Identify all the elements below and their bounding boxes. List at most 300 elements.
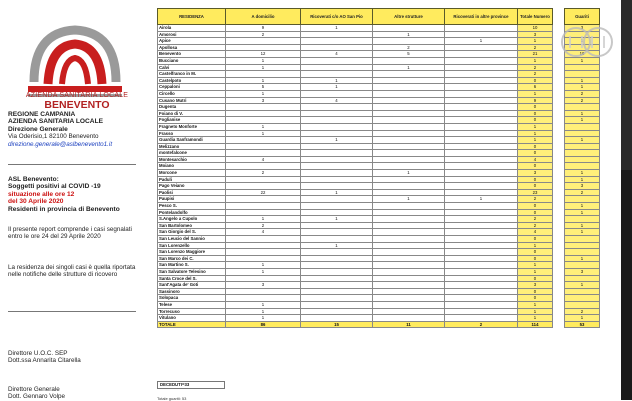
cell-ao (301, 203, 373, 210)
cell-tot: 0 (518, 209, 553, 216)
cell-name: Montesarchio (158, 156, 226, 163)
cell-alt (373, 288, 445, 295)
address-line3: Direzione Generale (8, 125, 68, 133)
cell-ao (301, 38, 373, 45)
col-altre-strutture: Altre strutture (373, 9, 445, 25)
cell-dom: 1 (226, 90, 301, 97)
cell-tot: 1 (518, 137, 553, 144)
cell-guar (565, 275, 600, 282)
gap-cell (553, 321, 565, 328)
cell-alt (373, 229, 445, 236)
cell-name: Melizzano (158, 143, 226, 150)
cell-name: San Bartolomeo (158, 222, 226, 229)
gap-cell (553, 170, 565, 177)
cell-name: Paduli (158, 176, 226, 183)
cell-prov (445, 189, 518, 196)
cell-name: Airola (158, 25, 226, 32)
cell-prov (445, 123, 518, 130)
cell-dom: 22 (226, 189, 301, 196)
cell-prov (445, 315, 518, 322)
gap-cell (553, 84, 565, 91)
cell-alt (373, 268, 445, 275)
cell-alt: 1 (373, 31, 445, 38)
cell-prov (445, 216, 518, 223)
cell-alt (373, 84, 445, 91)
cell-name: San Leucio del Sannio (158, 236, 226, 243)
cell-dom (226, 249, 301, 256)
cell-guar (565, 71, 600, 78)
cell-prov (445, 242, 518, 249)
table-row (158, 38, 600, 45)
cell-ao (301, 57, 373, 64)
report-residents: Residenti in provincia di Benevento (8, 205, 120, 213)
cell-tot: 1 (518, 268, 553, 275)
cell-prov (445, 295, 518, 302)
cell-alt (373, 137, 445, 144)
table-row (158, 249, 600, 256)
table-row (158, 275, 600, 282)
cell-dom: 9 (226, 25, 301, 32)
cell-guar: 3 (565, 25, 600, 32)
cell-guar (565, 123, 600, 130)
cell-dom (226, 176, 301, 183)
cell-dom: 1 (226, 308, 301, 315)
cell-prov (445, 137, 518, 144)
cell-ao (301, 117, 373, 124)
cell-dom (226, 137, 301, 144)
cell-dom: 2 (226, 31, 301, 38)
cell-guar (565, 216, 600, 223)
cell-alt (373, 249, 445, 256)
cell-dom: 1 (226, 301, 301, 308)
cell-prov (445, 90, 518, 97)
table-body (158, 25, 600, 328)
cell-tot: 9 (518, 97, 553, 104)
cell-prov (445, 163, 518, 170)
cell-ao (301, 44, 373, 51)
cell-alt (373, 203, 445, 210)
cell-guar: 1 (565, 315, 600, 322)
cell-ao: 1 (301, 84, 373, 91)
table-row (158, 282, 600, 289)
gap-cell (553, 236, 565, 243)
cell-ao (301, 222, 373, 229)
cell-alt: 1 (373, 196, 445, 203)
table-row (158, 117, 600, 124)
cell-prov: 1 (445, 38, 518, 45)
cell-tot: 2 (518, 44, 553, 51)
cell-prov (445, 249, 518, 256)
cell-tot: 0 (518, 183, 553, 190)
table-row (158, 25, 600, 32)
cell-alt: 5 (373, 51, 445, 58)
cell-ao (301, 229, 373, 236)
cell-dom (226, 104, 301, 111)
cell-tot: 1 (518, 308, 553, 315)
cell-guar (565, 163, 600, 170)
cell-name: Circello (158, 90, 226, 97)
cell-dom: 5 (226, 84, 301, 91)
cell-ao (301, 255, 373, 262)
cell-tot: 1 (518, 38, 553, 45)
gap-cell (553, 117, 565, 124)
cell-tot: 1 (518, 123, 553, 130)
cell-prov (445, 203, 518, 210)
cell-dom (226, 209, 301, 216)
cell-ao (301, 183, 373, 190)
table-row (158, 143, 600, 150)
gap-cell (553, 189, 565, 196)
cell-guar (565, 196, 600, 203)
cell-tot: 3 (518, 282, 553, 289)
cell-tot: 0 (518, 117, 553, 124)
covid-table-wrap (157, 8, 600, 328)
cell-name: Calvi (158, 64, 226, 71)
cell-alt (373, 143, 445, 150)
gap-cell (553, 183, 565, 190)
cell-name: TOTALE (158, 321, 226, 328)
cell-name: Vitulano (158, 315, 226, 322)
table-row (158, 84, 600, 91)
cell-tot: 1 (518, 57, 553, 64)
table-row (158, 137, 600, 144)
address-line4: Via Oderisio,1 82100 Benevento (8, 133, 99, 141)
cell-ao (301, 90, 373, 97)
cell-prov (445, 44, 518, 51)
cell-alt (373, 242, 445, 249)
table-row (158, 51, 600, 58)
cell-dom: 1 (226, 123, 301, 130)
cell-alt (373, 183, 445, 190)
cell-name: Castelpoto (158, 77, 226, 84)
cell-name: Benevento (158, 51, 226, 58)
cell-guar: 3 (565, 268, 600, 275)
table-row (158, 196, 600, 203)
cell-guar (565, 104, 600, 111)
cell-guar: 1 (565, 170, 600, 177)
col-domicilio: A domicilio (226, 9, 301, 25)
cell-dom (226, 236, 301, 243)
table-row (158, 130, 600, 137)
cell-name: Ceppaloni (158, 84, 226, 91)
cell-guar: 1 (565, 222, 600, 229)
cell-name: Guardia Sanframondi (158, 137, 226, 144)
cell-prov (445, 176, 518, 183)
cell-tot: 2 (518, 71, 553, 78)
gap-cell (553, 150, 565, 157)
gap-cell (553, 77, 565, 84)
cell-tot: 0 (518, 203, 553, 210)
cell-ao (301, 275, 373, 282)
signature-2 (8, 386, 138, 401)
table-row (158, 90, 600, 97)
cell-ao: 1 (301, 216, 373, 223)
cell-dom: 86 (226, 321, 301, 328)
cell-ao: 15 (301, 321, 373, 328)
cell-dom: 1 (226, 77, 301, 84)
signature-role2: Direttore Generale (8, 386, 60, 393)
cell-dom: 4 (226, 156, 301, 163)
report-situation: situazione alle ore 12 (8, 190, 75, 198)
cell-prov (445, 222, 518, 229)
gap-cell (553, 130, 565, 137)
table-row (158, 209, 600, 216)
cell-guar: 1 (565, 203, 600, 210)
cell-guar: 2 (565, 189, 600, 196)
cell-guar (565, 150, 600, 157)
gap-cell (553, 262, 565, 269)
cell-alt (373, 130, 445, 137)
cell-prov (445, 209, 518, 216)
gap-cell (553, 282, 565, 289)
cell-guar: 1 (565, 176, 600, 183)
cell-alt (373, 104, 445, 111)
cell-prov (445, 104, 518, 111)
cell-guar (565, 156, 600, 163)
table-row (158, 31, 600, 38)
cell-guar: 2 (565, 90, 600, 97)
cell-prov (445, 268, 518, 275)
report-block (8, 176, 138, 213)
cell-tot: 0 (518, 150, 553, 157)
cell-alt (373, 123, 445, 130)
cell-alt (373, 236, 445, 243)
cell-alt (373, 97, 445, 104)
cell-tot: 0 (518, 255, 553, 262)
cell-dom (226, 275, 301, 282)
cell-dom: 4 (226, 229, 301, 236)
cell-tot: 1 (518, 301, 553, 308)
report-date: del 30 Aprile 2020 (8, 198, 64, 206)
cell-ao (301, 295, 373, 302)
cell-guar: 1 (565, 77, 600, 84)
cell-prov (445, 255, 518, 262)
cell-name: montefalcone (158, 150, 226, 157)
cell-prov: 2 (445, 321, 518, 328)
cell-alt (373, 150, 445, 157)
cell-prov (445, 130, 518, 137)
cell-name: Telese (158, 301, 226, 308)
table-row (158, 156, 600, 163)
address-line2: AZIENDA SANITARIA LOCALE (8, 118, 103, 126)
cell-ao: 1 (301, 25, 373, 32)
cell-dom: 1 (226, 315, 301, 322)
cell-tot: 0 (518, 77, 553, 84)
cell-alt (373, 90, 445, 97)
col-guariti: Guariti (565, 9, 600, 25)
gap-cell (553, 209, 565, 216)
cell-guar (565, 242, 600, 249)
cell-prov (445, 51, 518, 58)
cell-guar: 1 (565, 209, 600, 216)
cell-prov (445, 77, 518, 84)
cell-guar (565, 64, 600, 71)
cell-name: Pontelandolfo (158, 209, 226, 216)
cell-ao (301, 196, 373, 203)
cell-dom (226, 163, 301, 170)
cell-name: Pesco S. (158, 203, 226, 210)
address-block (8, 111, 138, 148)
cell-tot: 4 (518, 156, 553, 163)
cell-dom (226, 38, 301, 45)
cell-ao (301, 236, 373, 243)
cell-dom (226, 203, 301, 210)
table-row (158, 308, 600, 315)
cell-guar (565, 301, 600, 308)
cell-tot: 0 (518, 110, 553, 117)
cell-guar: 16 (565, 51, 600, 58)
cell-name: Paolisi (158, 189, 226, 196)
cell-prov (445, 229, 518, 236)
table-row (158, 183, 600, 190)
cell-tot: 3 (518, 31, 553, 38)
cell-guar: 2 (565, 308, 600, 315)
cell-ao (301, 123, 373, 130)
cell-dom (226, 288, 301, 295)
org-line1: AZIENDA SANITARIA LOCALE (25, 92, 129, 99)
cell-dom (226, 143, 301, 150)
cell-guar: 1 (565, 117, 600, 124)
cell-ao (301, 31, 373, 38)
gap-cell (553, 104, 565, 111)
cell-name: Morcone (158, 170, 226, 177)
cell-name: S.Angelo a Cupolo (158, 216, 226, 223)
cell-alt (373, 282, 445, 289)
cell-ao (301, 308, 373, 315)
cell-prov (445, 308, 518, 315)
cell-tot: 1 (518, 315, 553, 322)
cell-tot: 1 (518, 262, 553, 269)
cell-prov (445, 301, 518, 308)
cell-guar (565, 288, 600, 295)
deceduti-box: DECEDUTI=33 (157, 381, 225, 389)
gap-cell (553, 249, 565, 256)
cell-alt: 11 (373, 321, 445, 328)
table-header-row (158, 9, 600, 25)
table-row (158, 44, 600, 51)
cell-tot: 114 (518, 321, 553, 328)
email-link[interactable]: direzione.generale@aslbenevento1.it (8, 140, 113, 148)
cell-alt (373, 275, 445, 282)
watermark-logo (560, 22, 616, 62)
cell-ao (301, 71, 373, 78)
cell-tot: 3 (518, 170, 553, 177)
cell-alt (373, 163, 445, 170)
cell-name: San Giorgio del S. (158, 229, 226, 236)
cell-name: Apice (158, 38, 226, 45)
cell-dom: 1 (226, 268, 301, 275)
cell-name: Bucciano (158, 57, 226, 64)
cell-prov (445, 25, 518, 32)
cell-alt (373, 117, 445, 124)
cell-tot: 0 (518, 295, 553, 302)
cell-prov (445, 31, 518, 38)
cell-alt (373, 71, 445, 78)
cell-dom (226, 71, 301, 78)
cell-name: Moiano (158, 163, 226, 170)
cell-alt (373, 110, 445, 117)
table-row (158, 57, 600, 64)
cell-ao (301, 315, 373, 322)
cell-dom: 3 (226, 282, 301, 289)
cell-tot: 1 (518, 242, 553, 249)
cell-name: Frasso (158, 130, 226, 137)
cell-alt (373, 156, 445, 163)
cell-guar: 1 (565, 110, 600, 117)
cell-alt (373, 216, 445, 223)
col-ricoverati-ao: Ricoverati c/o AO San Pio (301, 9, 373, 25)
cell-ao: 1 (301, 77, 373, 84)
signature-1 (8, 350, 138, 365)
cell-tot: 1 (518, 90, 553, 97)
cell-name: Torrecuso (158, 308, 226, 315)
cell-prov (445, 84, 518, 91)
cell-guar (565, 143, 600, 150)
cell-ao (301, 104, 373, 111)
table-row (158, 301, 600, 308)
cell-ao (301, 64, 373, 71)
cell-dom: 1 (226, 262, 301, 269)
table-row (158, 170, 600, 177)
table-row (158, 189, 600, 196)
cell-prov (445, 262, 518, 269)
table-row (158, 222, 600, 229)
cell-name: Foglianise (158, 117, 226, 124)
gap-cell (553, 90, 565, 97)
cell-tot: 4 (518, 229, 553, 236)
cell-alt: 1 (373, 64, 445, 71)
cell-dom (226, 117, 301, 124)
cell-ao: 1 (301, 137, 373, 144)
report-note1: Il presente report comprende i casi segnalati entro le ore 24 del 29 Aprile 2020 (8, 226, 132, 241)
table-row (158, 64, 600, 71)
divider (8, 311, 136, 312)
gap-cell (553, 216, 565, 223)
cell-ao (301, 130, 373, 137)
gap-cell (553, 229, 565, 236)
cell-alt (373, 209, 445, 216)
gap-cell (553, 110, 565, 117)
cell-tot: 0 (518, 288, 553, 295)
cell-alt (373, 25, 445, 32)
cell-name: Cusano Mutri (158, 97, 226, 104)
cell-name: Sant'Agata de' Goti (158, 282, 226, 289)
cell-dom (226, 196, 301, 203)
table-row (158, 150, 600, 157)
table-row (158, 203, 600, 210)
cell-tot: 0 (518, 163, 553, 170)
cell-dom (226, 44, 301, 51)
cell-prov (445, 183, 518, 190)
gap-cell (553, 301, 565, 308)
cell-name: Fragneto Monforte (158, 123, 226, 130)
cell-dom (226, 255, 301, 262)
cell-ao (301, 176, 373, 183)
cell-ao (301, 156, 373, 163)
gap-cell (553, 288, 565, 295)
cell-alt (373, 308, 445, 315)
gap-cell (553, 275, 565, 282)
cell-name: Apollosa (158, 44, 226, 51)
cell-alt: 2 (373, 44, 445, 51)
cell-ao (301, 249, 373, 256)
cell-guar (565, 249, 600, 256)
address-line1: REGIONE CAMPANIA (8, 111, 76, 118)
cell-name: San Lorenzello (158, 242, 226, 249)
gap-cell (553, 308, 565, 315)
table-row (158, 255, 600, 262)
cell-name: Solopaca (158, 295, 226, 302)
